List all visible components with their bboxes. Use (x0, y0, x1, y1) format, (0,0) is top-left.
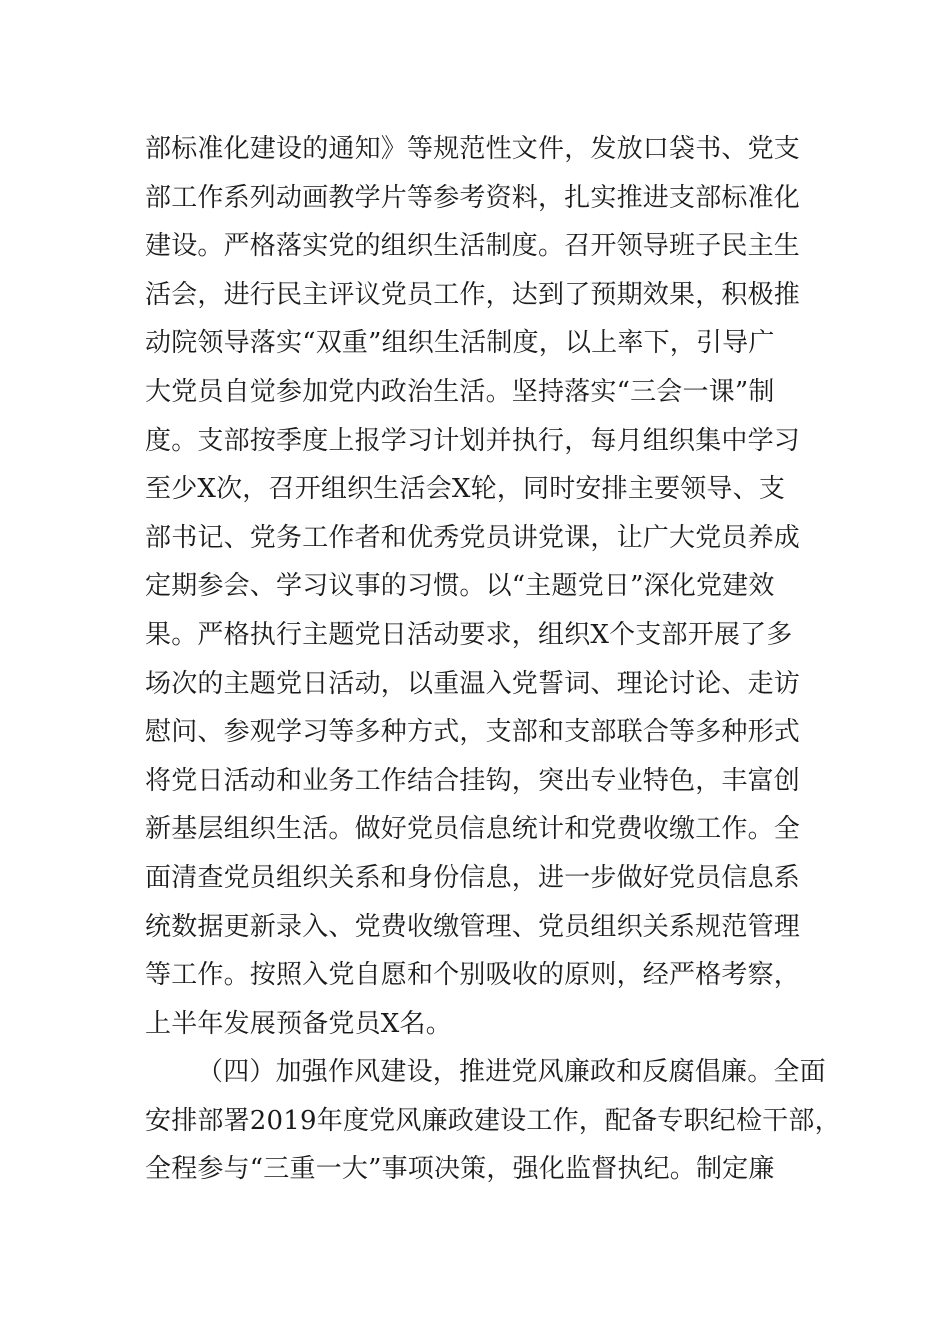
text-line: 活会，进行民主评议党员工作，达到了预期效果，积极推 (145, 279, 801, 310)
text-line: 至少X次，召开组织生活会X轮，同时安排主要领导、支 (145, 474, 786, 505)
document-body (145, 125, 841, 1194)
text-line: 部书记、党务工作者和优秀党员讲党课，让广大党员养成 (145, 522, 801, 553)
text-line: 定期参会、学习议事的习惯。以“主题党日”深化党建效 (145, 571, 775, 602)
text-line: 上半年发展预备党员X名。 (145, 1008, 452, 1039)
text-line: 部标准化建设的通知》等规范性文件，发放口袋书、党支 (145, 134, 801, 164)
text-line: 建设。严格落实党的组织生活制度。召开领导班子民主生 (145, 231, 801, 262)
text-line: 部工作系列动画教学片等参考资料，扎实推进支部标准化 (145, 182, 801, 213)
text-line: 场次的主题党日活动，以重温入党誓词、理论讨论、走访 (145, 668, 801, 699)
text-line: 将党日活动和业务工作结合挂钩，突出专业特色，丰富创 (145, 765, 801, 796)
text-line: 果。严格执行主题党日活动要求，组织X个支部开展了多 (145, 619, 793, 650)
section-heading-line: （四）加强作风建设，推进党风廉政和反腐倡廉。全面 (197, 1057, 826, 1088)
text-line: 统数据更新录入、党费收缴管理、党员组织关系规范管理 (145, 911, 801, 942)
text-line: 慰问、参观学习等多种方式，支部和支部联合等多种形式 (145, 717, 801, 748)
text-line: 安排部署2019年度党风廉政建设工作，配备专职纪检干部， (145, 1105, 841, 1136)
text-line: 等工作。按照入党自愿和个别吸收的原则，经严格考察， (145, 960, 801, 991)
text-line: 新基层组织生活。做好党员信息统计和党费收缴工作。全 (145, 814, 801, 845)
text-line: 度。支部按季度上报学习计划并执行，每月组织集中学习 (145, 425, 801, 456)
text-line: 面清查党员组织关系和身份信息，进一步做好党员信息系 (145, 862, 801, 893)
text-line: 全程参与“三重一大”事项决策，强化监督执纪。制定廉 (145, 1154, 775, 1185)
text-line: 大党员自觉参加党内政治生活。坚持落实“三会一课”制 (145, 376, 775, 407)
text-line: 动院领导落实“双重”组织生活制度，以上率下，引导广 (145, 328, 775, 359)
